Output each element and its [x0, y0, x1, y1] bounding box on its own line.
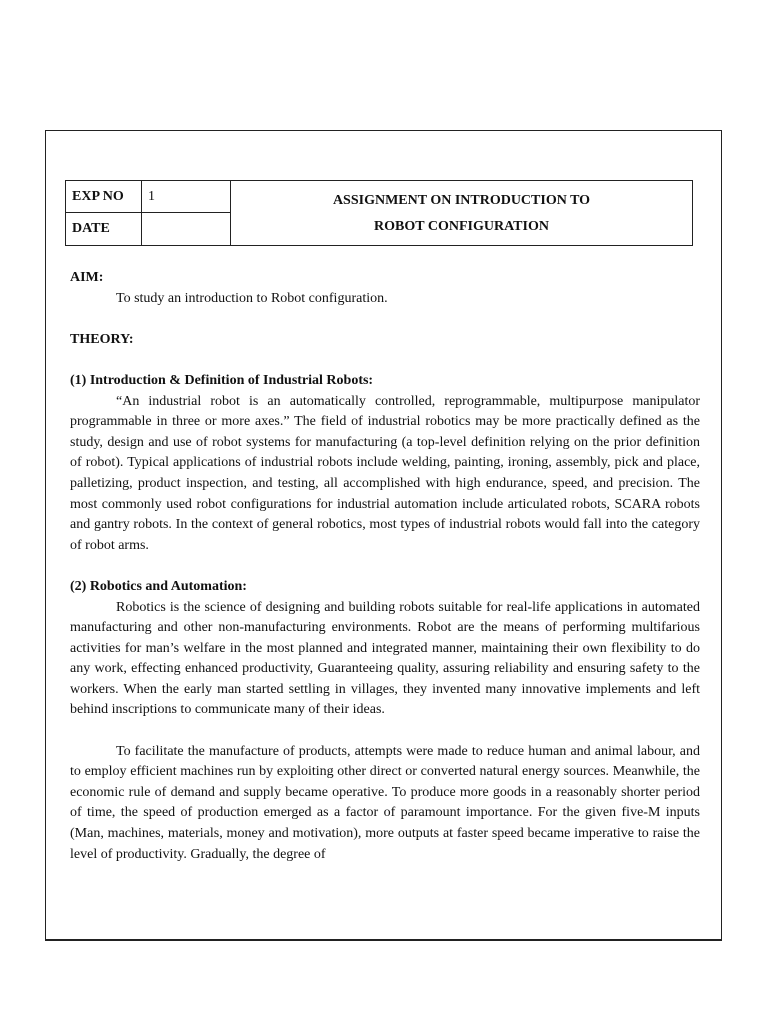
experiment-header-table [65, 180, 693, 246]
aim-text: To study an introduction to Robot configuration. [116, 290, 388, 306]
assignment-title-line-2: ROBOT CONFIGURATION [374, 219, 549, 234]
exp-no-label: EXP NO [66, 181, 142, 213]
section-1-heading: (1) Introduction & Definition of Industrial Robots: [70, 372, 374, 388]
document-body [70, 268, 700, 865]
section-2-paragraph-1: Robotics is the science of designing and building robots suitable for real-life applications in automated manufacturing and other non-manufacturing environments. Robot are the means of performing multifarious activities for man’s welfare in the most planned and integrated manner, maintaining their own flexibility to do any work, effecting enhanced productivity, Guaranteeing quality, assuring reliability and ensuring safety to the workers. When the early man started settling in villages, they invented many innovative implements and left behind inscriptions to communicate many of their ideas. [70, 599, 700, 718]
assignment-title-line-1: ASSIGNMENT ON INTRODUCTION TO [332, 193, 591, 208]
aim-heading: AIM: [70, 270, 104, 285]
section-1-paragraph: “An industrial robot is an automatically controlled, reprogrammable, multipurpose manipulator programmable in three or more axes.” The field of industrial robotics may be more practically defined as the study, design and use of robot systems for manufacturing (a top-level definition relying on the prior definition of robot). Typical applications of industrial robots include welding, painting, ironing, assembly, pick and place, palletizing, product inspection, and testing, all accomplished with high endurance, speed, and precision. The most commonly used robot configurations for industrial automation include articulated robots, SCARA robots and gantry robots. In the context of general robotics, most types of industrial robots would fall into the category of robot arms. [70, 393, 700, 553]
section-2-heading: (2) Robotics and Automation: [70, 578, 247, 594]
section-2-paragraph-2: To facilitate the manufacture of products, attempts were made to reduce human and animal labour, and to employ efficient machines run by exploiting other direct or converted natural energy sources. Meanwhile, the economic rule of demand and supply became operative. To produce more goods in a reasonably shorter period of time, the speed of production emerged as a factor of paramount importance. For the given five-M inputs (Man, machines, materials, money and motivation), more outputs at faster speed became imperative to raise the level of productivity. Gradually, the degree of [70, 743, 700, 862]
date-label: DATE [66, 213, 142, 246]
date-value [142, 213, 231, 246]
theory-heading: THEORY: [70, 331, 134, 347]
assignment-title [231, 181, 693, 246]
page-frame [45, 130, 722, 941]
exp-no-value: 1 [142, 181, 231, 213]
